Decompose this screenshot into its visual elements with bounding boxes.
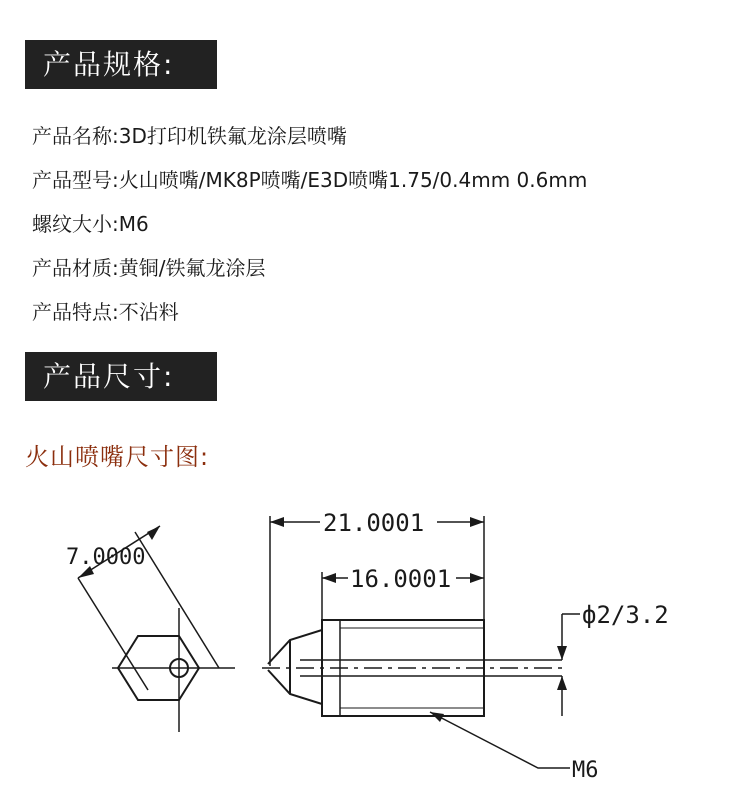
arrow-head xyxy=(470,517,484,527)
spec-row-material xyxy=(32,250,587,294)
hex-extension-line xyxy=(135,532,219,668)
spec-section-header xyxy=(25,40,217,89)
spec-label: 产品特点: xyxy=(32,300,119,324)
spec-value: 火山喷嘴/MK8P喷嘴/E3D喷嘴1.75/0.4mm 0.6mm xyxy=(118,168,588,192)
spec-label: 产品型号: xyxy=(32,168,119,192)
hex-extension-line xyxy=(78,578,148,690)
spec-row-name xyxy=(32,118,587,162)
arrow-head xyxy=(270,517,284,527)
hex-width-label: 7.0000 xyxy=(66,545,146,570)
spec-section-title: 产品规格: xyxy=(43,48,175,81)
spec-value: 黄铜/铁氟龙涂层 xyxy=(118,256,266,280)
spec-list xyxy=(32,118,587,338)
spec-label: 产品材质: xyxy=(32,256,119,280)
arrow-head xyxy=(557,676,567,690)
nozzle-dimension-drawing xyxy=(0,490,750,800)
spec-label: 螺纹大小: xyxy=(32,212,119,236)
thread-size-label: M6 xyxy=(572,758,599,783)
thread-leader-line xyxy=(430,712,570,768)
drawing-title: 火山喷嘴尺寸图: xyxy=(25,443,210,471)
arrow-head xyxy=(557,646,567,660)
spec-value: 3D打印机铁氟龙涂层喷嘴 xyxy=(118,124,347,148)
bore-diameter-label: ф2/3.2 xyxy=(582,601,669,629)
arrow-head xyxy=(147,526,160,540)
spec-value: M6 xyxy=(118,212,149,236)
size-section-header xyxy=(25,352,217,401)
total-length-label: 21.0001 xyxy=(323,509,425,537)
nozzle-side-view xyxy=(262,516,580,768)
spec-row-thread xyxy=(32,206,587,250)
arrow-head xyxy=(322,573,336,583)
arrow-head xyxy=(470,573,484,583)
thread-length-label: 16.0001 xyxy=(350,565,452,593)
spec-value: 不沾料 xyxy=(118,300,179,324)
spec-label: 产品名称: xyxy=(32,124,119,148)
size-section-title: 产品尺寸: xyxy=(43,360,175,393)
spec-row-model xyxy=(32,162,587,206)
spec-row-feature xyxy=(32,294,587,338)
